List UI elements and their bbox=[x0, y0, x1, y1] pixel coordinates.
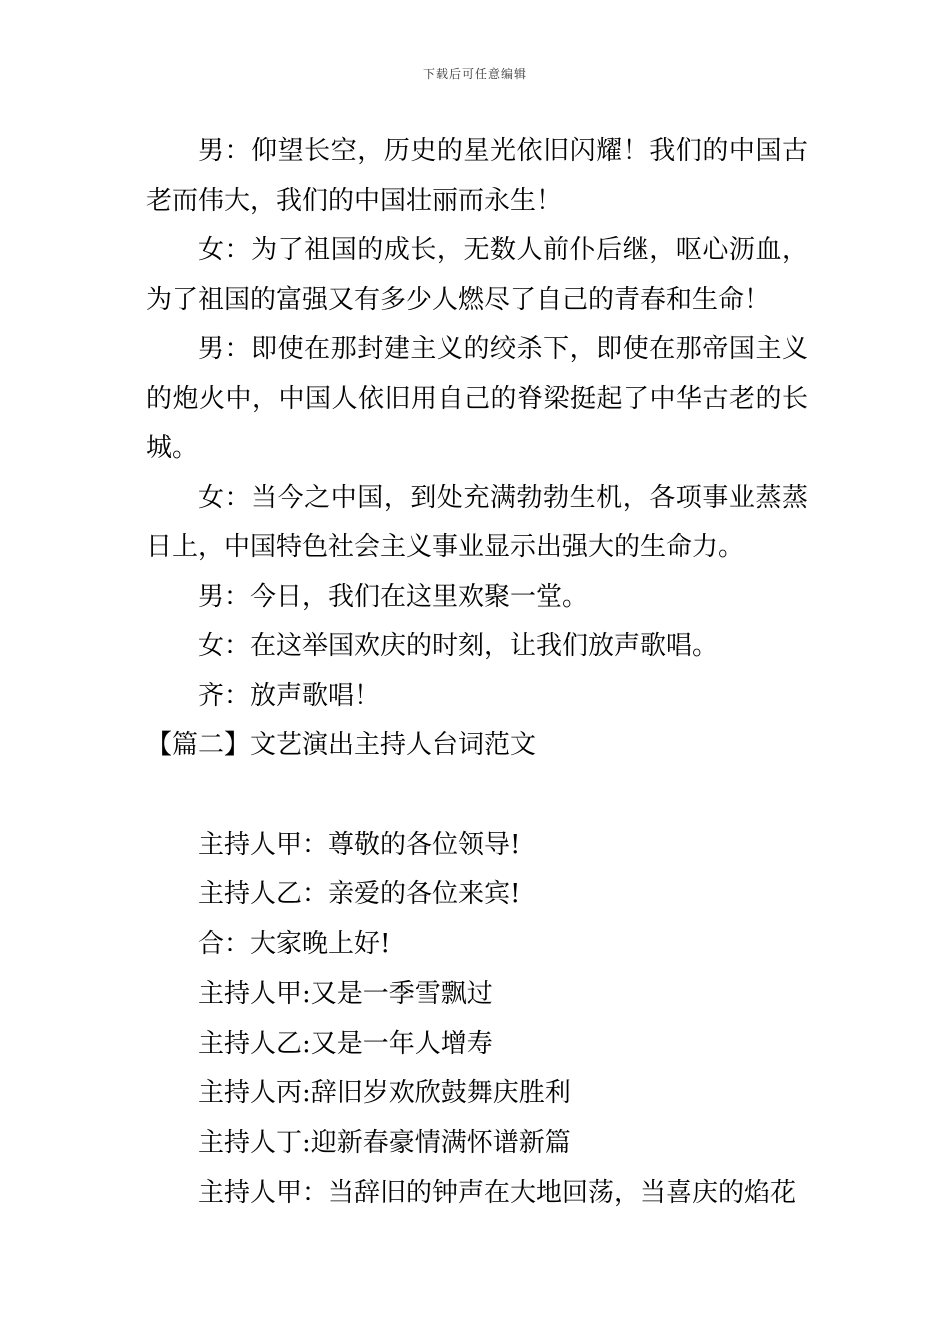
paragraph-together: 齐：放声歌唱！ bbox=[198, 680, 381, 711]
document-body bbox=[146, 127, 808, 1219]
paragraph-female-2: 女：当今之中国，到处充满勃勃生机，各项事业蒸蒸日上，中国特色社会主义事业显示出强大的生命力。 bbox=[146, 482, 808, 562]
paragraph-female-1: 女：为了祖国的成长，无数人前仆后继，呕心沥血，为了祖国的富强又有多少人燃尽了自己的青春和生命！ bbox=[146, 235, 808, 315]
script-line: 主持人丙:辞旧岁欢欣鼓舞庆胜利 bbox=[198, 1078, 571, 1109]
script-line: 主持人丁:迎新春豪情满怀谱新篇 bbox=[198, 1128, 571, 1159]
script-line: 主持人甲:又是一季雪飘过 bbox=[198, 978, 493, 1009]
script-line: 主持人乙:又是一年人增寿 bbox=[198, 1028, 493, 1059]
script-line: 主持人甲：当辞旧的钟声在大地回荡，当喜庆的焰花 bbox=[198, 1178, 797, 1209]
section-heading: 【篇二】文艺演出主持人台词范文 bbox=[146, 730, 537, 760]
script-line: 主持人乙：亲爱的各位来宾! bbox=[198, 879, 521, 910]
blank-line bbox=[146, 771, 808, 821]
page-header: 下载后可任意编辑 bbox=[422, 67, 527, 81]
paragraph-male-1: 男：仰望长空，历史的星光依旧闪耀！我们的中国古老而伟大，我们的中国壮丽而永生！ bbox=[146, 136, 808, 216]
paragraph-male-3: 男：今日，我们在这里欢聚一堂。 bbox=[198, 581, 589, 612]
paragraph-male-2: 男：即使在那封建主义的绞杀下，即使在那帝国主义的炮火中，中国人依旧用自己的脊梁挺起了中华古老的长城。 bbox=[146, 334, 808, 463]
script-line: 主持人甲：尊敬的各位领导! bbox=[198, 829, 521, 860]
paragraph-female-3: 女：在这举国欢庆的时刻，让我们放声歌唱。 bbox=[198, 631, 719, 661]
script-line: 合：大家晚上好! bbox=[198, 929, 391, 960]
